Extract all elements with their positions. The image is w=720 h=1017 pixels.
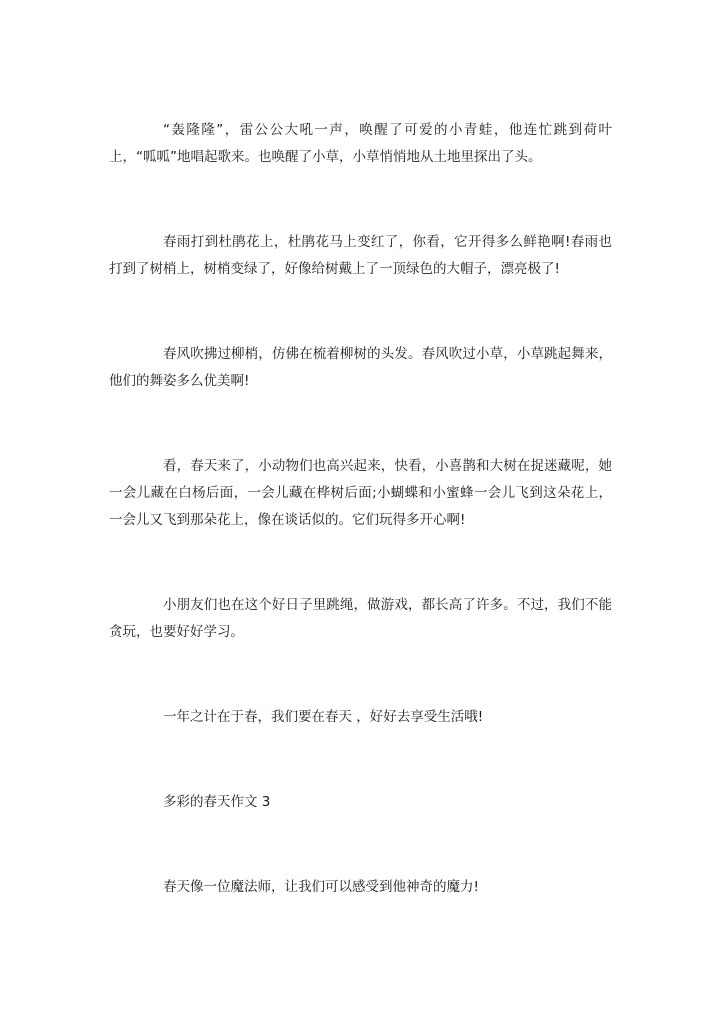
paragraph-thunder: “轰隆隆”，雷公公大吼一声，唤醒了可爱的小青蛙，他连忙跳到荷叶上，“呱呱”地唱起歌来。也唤醒了小草，小草悄悄地从土地里探出了头。 (109, 122, 612, 165)
paragraph-animals: 看，春天来了，小动物们也高兴起来，快看，小喜鹊和大树在捉迷藏呢，她一会儿藏在白杨后面，一会儿藏在桦树后面;小蝴蝶和小蜜蜂一会儿飞到这朵花上，一会儿又飞到那朵花上，像在谈话似的。它们玩得多开心啊! (109, 458, 612, 528)
paragraph-conclusion: 一年之计在于春，我们要在春天 ，好好去享受生活哦! (163, 709, 484, 725)
essay-heading: 多彩的春天作文 3 (163, 794, 271, 810)
paragraph-magician: 春天像一位魔法师，让我们可以感受到他神奇的魔力! (163, 879, 479, 895)
paragraph-spring-rain: 春雨打到杜鹃花上，杜鹃花马上变红了，你看，它开得多么鲜艳啊!春雨也打到了树梢上，树梢变绿了，好像给树戴上了一顶绿色的大帽子，漂亮极了! (109, 234, 612, 277)
paragraph-children: 小朋友们也在这个好日子里跳绳，做游戏，都长高了许多。不过，我们不能贪玩，也要好好学习。 (109, 597, 612, 640)
paragraph-spring-wind: 春风吹拂过柳梢，仿佛在梳着柳树的头发。春风吹过小草，小草跳起舞来，他们的舞姿多么优美啊! (109, 346, 612, 389)
